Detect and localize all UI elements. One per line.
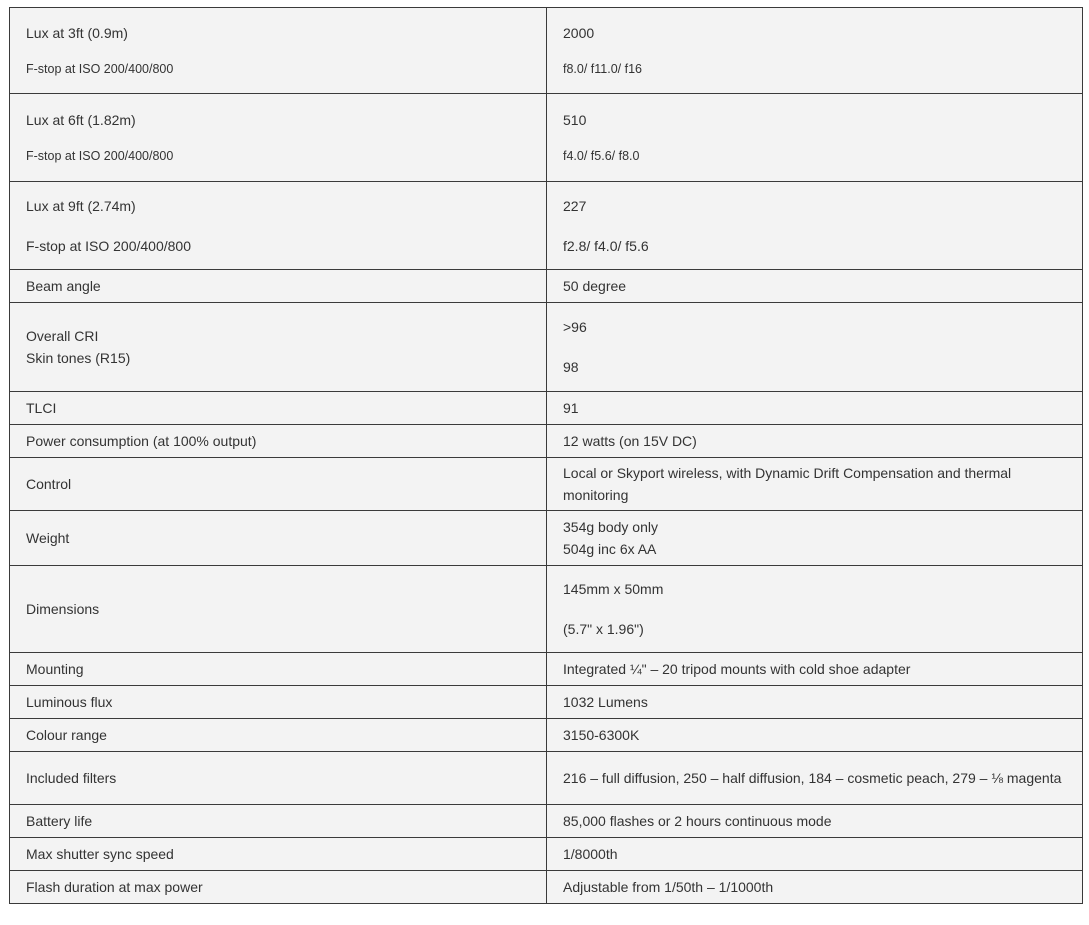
table-row <box>10 805 1083 838</box>
spec-value: 50 degree <box>547 270 1083 303</box>
lux-value: 227 <box>563 197 587 214</box>
spec-label: Colour range <box>10 719 547 752</box>
table-row <box>10 653 1083 686</box>
table-row <box>10 458 1083 511</box>
table-row <box>10 182 1083 270</box>
spec-value <box>547 303 1083 392</box>
spec-label: Max shutter sync speed <box>10 838 547 871</box>
dimensions-metric-value: 145mm x 50mm <box>563 581 664 597</box>
table-row <box>10 686 1083 719</box>
spec-label <box>10 94 547 182</box>
spec-label <box>10 182 547 270</box>
spec-value: 216 – full diffusion, 250 – half diffusion, 184 – cosmetic peach, 279 – ⅛ magenta <box>547 752 1083 805</box>
weight-batteries-value: 504g inc 6x AA <box>563 541 657 557</box>
dimensions-imperial-value: (5.7" x 1.96") <box>563 621 644 637</box>
fstop-label: F-stop at ISO 200/400/800 <box>26 148 174 163</box>
spec-value: 85,000 flashes or 2 hours continuous mode <box>547 805 1083 838</box>
table-row <box>10 392 1083 425</box>
spec-value: Adjustable from 1/50th – 1/1000th <box>547 871 1083 904</box>
spec-value: 12 watts (on 15V DC) <box>547 425 1083 458</box>
lux-value: 2000 <box>563 24 595 41</box>
table-row <box>10 719 1083 752</box>
table-row <box>10 871 1083 904</box>
skin-tones-label: Skin tones (R15) <box>26 350 131 366</box>
spec-table <box>9 7 1083 904</box>
spec-label: Dimensions <box>10 566 547 653</box>
lux-value: 510 <box>563 111 587 128</box>
table-row <box>10 838 1083 871</box>
spec-label: Power consumption (at 100% output) <box>10 425 547 458</box>
table-row <box>10 752 1083 805</box>
spec-label: Luminous flux <box>10 686 547 719</box>
spec-value: 1032 Lumens <box>547 686 1083 719</box>
cri-label: Overall CRI <box>26 328 99 344</box>
spec-label: Flash duration at max power <box>10 871 547 904</box>
cri-value: >96 <box>563 319 587 335</box>
table-row <box>10 425 1083 458</box>
fstop-label: F-stop at ISO 200/400/800 <box>26 237 191 254</box>
lux-label: Lux at 9ft (2.74m) <box>26 197 136 214</box>
lux-label: Lux at 3ft (0.9m) <box>26 24 128 41</box>
spec-label: Control <box>10 458 547 511</box>
table-row <box>10 8 1083 94</box>
table-row <box>10 566 1083 653</box>
spec-value: 91 <box>547 392 1083 425</box>
table-row <box>10 511 1083 566</box>
spec-value: Local or Skyport wireless, with Dynamic Drift Compensation and thermal monitoring <box>547 458 1083 511</box>
table-row <box>10 94 1083 182</box>
spec-label <box>10 303 547 392</box>
spec-value: 3150-6300K <box>547 719 1083 752</box>
spec-value: Integrated ¼" – 20 tripod mounts with cold shoe adapter <box>547 653 1083 686</box>
weight-body-value: 354g body only <box>563 519 658 535</box>
spec-value <box>547 182 1083 270</box>
spec-label: Mounting <box>10 653 547 686</box>
spec-value <box>547 511 1083 566</box>
fstop-value: f8.0/ f11.0/ f16 <box>563 61 642 76</box>
fstop-label: F-stop at ISO 200/400/800 <box>26 61 174 76</box>
spec-value <box>547 8 1083 94</box>
table-row <box>10 270 1083 303</box>
spec-label: Beam angle <box>10 270 547 303</box>
spec-label <box>10 8 547 94</box>
spec-label: TLCI <box>10 392 547 425</box>
skin-tones-value: 98 <box>563 359 579 375</box>
spec-label: Included filters <box>10 752 547 805</box>
table-row <box>10 303 1083 392</box>
fstop-value: f4.0/ f5.6/ f8.0 <box>563 148 640 163</box>
fstop-value: f2.8/ f4.0/ f5.6 <box>563 237 649 254</box>
spec-value: 1/8000th <box>547 838 1083 871</box>
spec-value <box>547 566 1083 653</box>
spec-value <box>547 94 1083 182</box>
spec-label: Battery life <box>10 805 547 838</box>
lux-label: Lux at 6ft (1.82m) <box>26 111 136 128</box>
spec-label: Weight <box>10 511 547 566</box>
